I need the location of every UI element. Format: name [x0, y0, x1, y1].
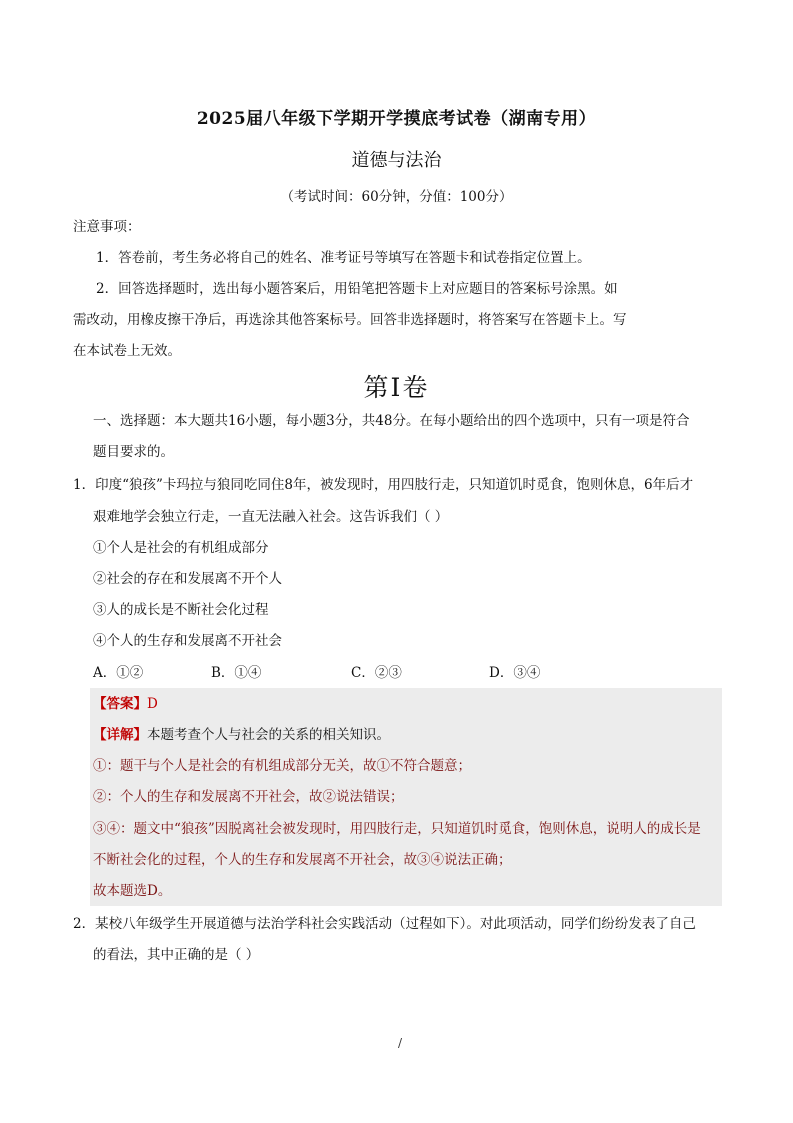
notice-item-2-line-1: 2．回答选择题时，选出每小题答案后，用铅笔把答题卡上对应题目的答案标号涂黑。如	[96, 281, 618, 297]
volume-heading: 第Ⅰ卷	[363, 373, 430, 402]
choice-d[interactable]: D．③④	[489, 665, 541, 681]
exam-title: 2025届八年级下学期开学摸底考试卷（湖南专用）	[196, 109, 597, 129]
section-instructions-line-1: 一、选择题：本大题共16小题，每小题3分，共48分。在每小题给出的四个选项中，只有一项是符合	[93, 413, 690, 429]
choice-b[interactable]: B．①④	[211, 665, 262, 681]
question-1-choices	[93, 658, 713, 689]
notice-heading: 注意事项：	[73, 219, 141, 235]
analysis-conclusion: 故本题选D。	[93, 883, 172, 899]
question-1-stem-line-1: 1．印度“狼孩”卡玛拉与狼同吃同住8年，被发现时，用四肢行走，只知道饥时觅食，饱则休息，6年后才	[73, 477, 694, 493]
answer-label: 【答案】	[93, 696, 147, 712]
question-1-statement: ③人的成长是不断社会化过程	[93, 602, 269, 618]
question-2-stem-line-2: 的看法，其中正确的是（ ）	[93, 947, 260, 963]
answer-line	[93, 689, 158, 720]
notice-item-2-line-2: 需改动，用橡皮擦干净后，再选涂其他答案标号。回答非选择题时，将答案写在答题卡上。写	[73, 312, 627, 328]
question-1-stem-line-2: 艰难地学会独立行走，一直无法融入社会。这告诉我们（ ）	[93, 509, 449, 525]
exam-info: （考试时间：60分钟，分值：100分）	[280, 189, 513, 205]
analysis-line: ①：题干与个人是社会的有机组成部分无关，故①不符合题意；	[93, 758, 471, 774]
detail-label: 【详解】	[93, 727, 147, 743]
question-2-stem-line-1: 2．某校八年级学生开展道德与法治学科社会实践活动（过程如下）。对此项活动，同学们纷纷发表了自己	[73, 916, 696, 932]
analysis-line: ②：个人的生存和发展离不开社会，故②说法错误；	[93, 789, 404, 805]
notice-item-2-line-3: 在本试卷上无效。	[73, 343, 181, 359]
analysis-line: 不断社会化的过程，个人的生存和发展离不开社会，故③④说法正确；	[93, 852, 512, 868]
section-instructions-line-2: 题目要求的。	[93, 444, 174, 460]
notice-item-1: 1．答卷前，考生务必将自己的姓名、准考证号等填写在答题卡和试卷指定位置上。	[96, 250, 591, 266]
question-1-statement: ④个人的生存和发展离不开社会	[93, 633, 282, 649]
question-1-statement: ②社会的存在和发展离不开个人	[93, 571, 282, 587]
choice-a[interactable]: A．①②	[93, 665, 144, 681]
question-1-statement: ①个人是社会的有机组成部分	[93, 540, 269, 556]
page-footer: /	[397, 1036, 403, 1050]
detail-line	[93, 720, 390, 751]
choice-c[interactable]: C．②③	[351, 665, 402, 681]
answer-value: D	[147, 696, 158, 712]
detail-text: 本题考查个人与社会的关系的相关知识。	[147, 727, 390, 743]
subject-title: 道德与法治	[351, 150, 442, 171]
analysis-line: ③④：题文中“狼孩”因脱离社会被发现时，用四肢行走，只知道饥时觅食，饱则休息，说明人的成长是	[93, 821, 701, 837]
